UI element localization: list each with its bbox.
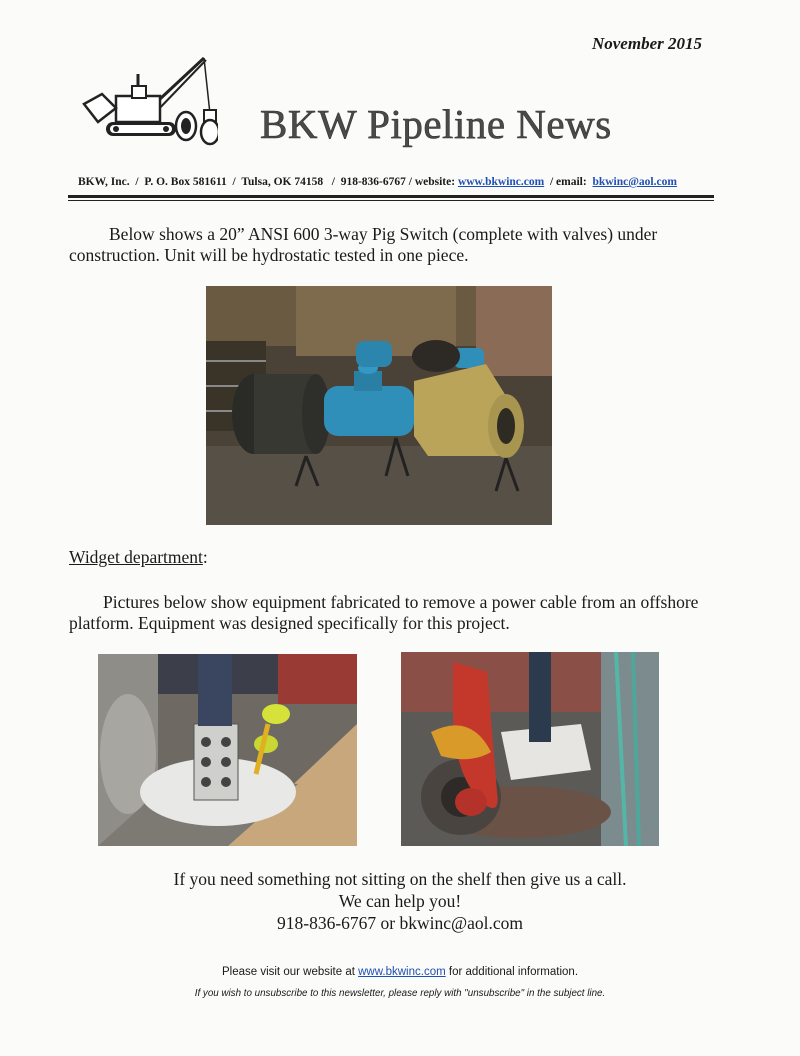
header-divider-thin xyxy=(68,200,714,201)
email-link[interactable]: bkwinc@aol.com xyxy=(592,176,677,188)
contact-line: BKW, Inc. / P. O. Box 581611 / Tulsa, OK 74158 / 918-836-6767 / website: www.bkwinc.com / email: bkwinc@aol.com xyxy=(78,176,677,188)
website-label: website: xyxy=(414,176,456,188)
city-address: Tulsa, OK 74158 xyxy=(241,176,324,188)
widget-heading-colon: : xyxy=(202,547,208,567)
newsletter-date: November 2015 xyxy=(591,34,702,53)
widget-paragraph: Pictures below show equipment fabricated to remove a power cable from an offshore platform. Equipment was designed specifically for this project. xyxy=(69,592,699,633)
phone-number: 918-836-6767 xyxy=(340,176,406,188)
website-footer xyxy=(60,966,740,978)
closing-line-help: We can help you! xyxy=(338,891,462,911)
unsubscribe-note: If you wish to unsubscribe to this newsletter, please reply with "unsubscribe" in the subject line. xyxy=(194,988,606,999)
widget-heading-text: Widget department xyxy=(69,547,203,567)
visit-suffix: for additional information. xyxy=(448,966,579,978)
widget-department-heading xyxy=(69,547,208,568)
shackle-assembly-photo xyxy=(401,652,659,846)
intro-paragraph: Below shows a 20” ANSI 600 3-way Pig Switch (complete with valves) under construction. Unit will be hydrostatic tested in one piece. xyxy=(69,224,658,265)
company-name: BKW, Inc. xyxy=(78,176,130,188)
closing-line-contact: 918-836-6767 or bkwinc@aol.com xyxy=(277,913,523,933)
closing-message xyxy=(60,868,740,934)
visit-prefix: Please visit our website at xyxy=(221,966,355,978)
closing-line-call: If you need something not sitting on the shelf then give us a call. xyxy=(173,869,627,889)
pig-switch-photo xyxy=(206,286,552,525)
website-link[interactable]: www.bkwinc.com xyxy=(457,176,545,188)
po-box: P. O. Box 581611 xyxy=(144,176,227,188)
cable-clamp-photo xyxy=(98,654,357,846)
header-divider xyxy=(68,195,714,198)
newsletter-title: BKW Pipeline News xyxy=(260,101,612,147)
footer-website-link[interactable]: www.bkwinc.com xyxy=(358,966,446,978)
email-label: email: xyxy=(556,176,587,188)
pipelayer-tractor-icon xyxy=(76,52,218,152)
